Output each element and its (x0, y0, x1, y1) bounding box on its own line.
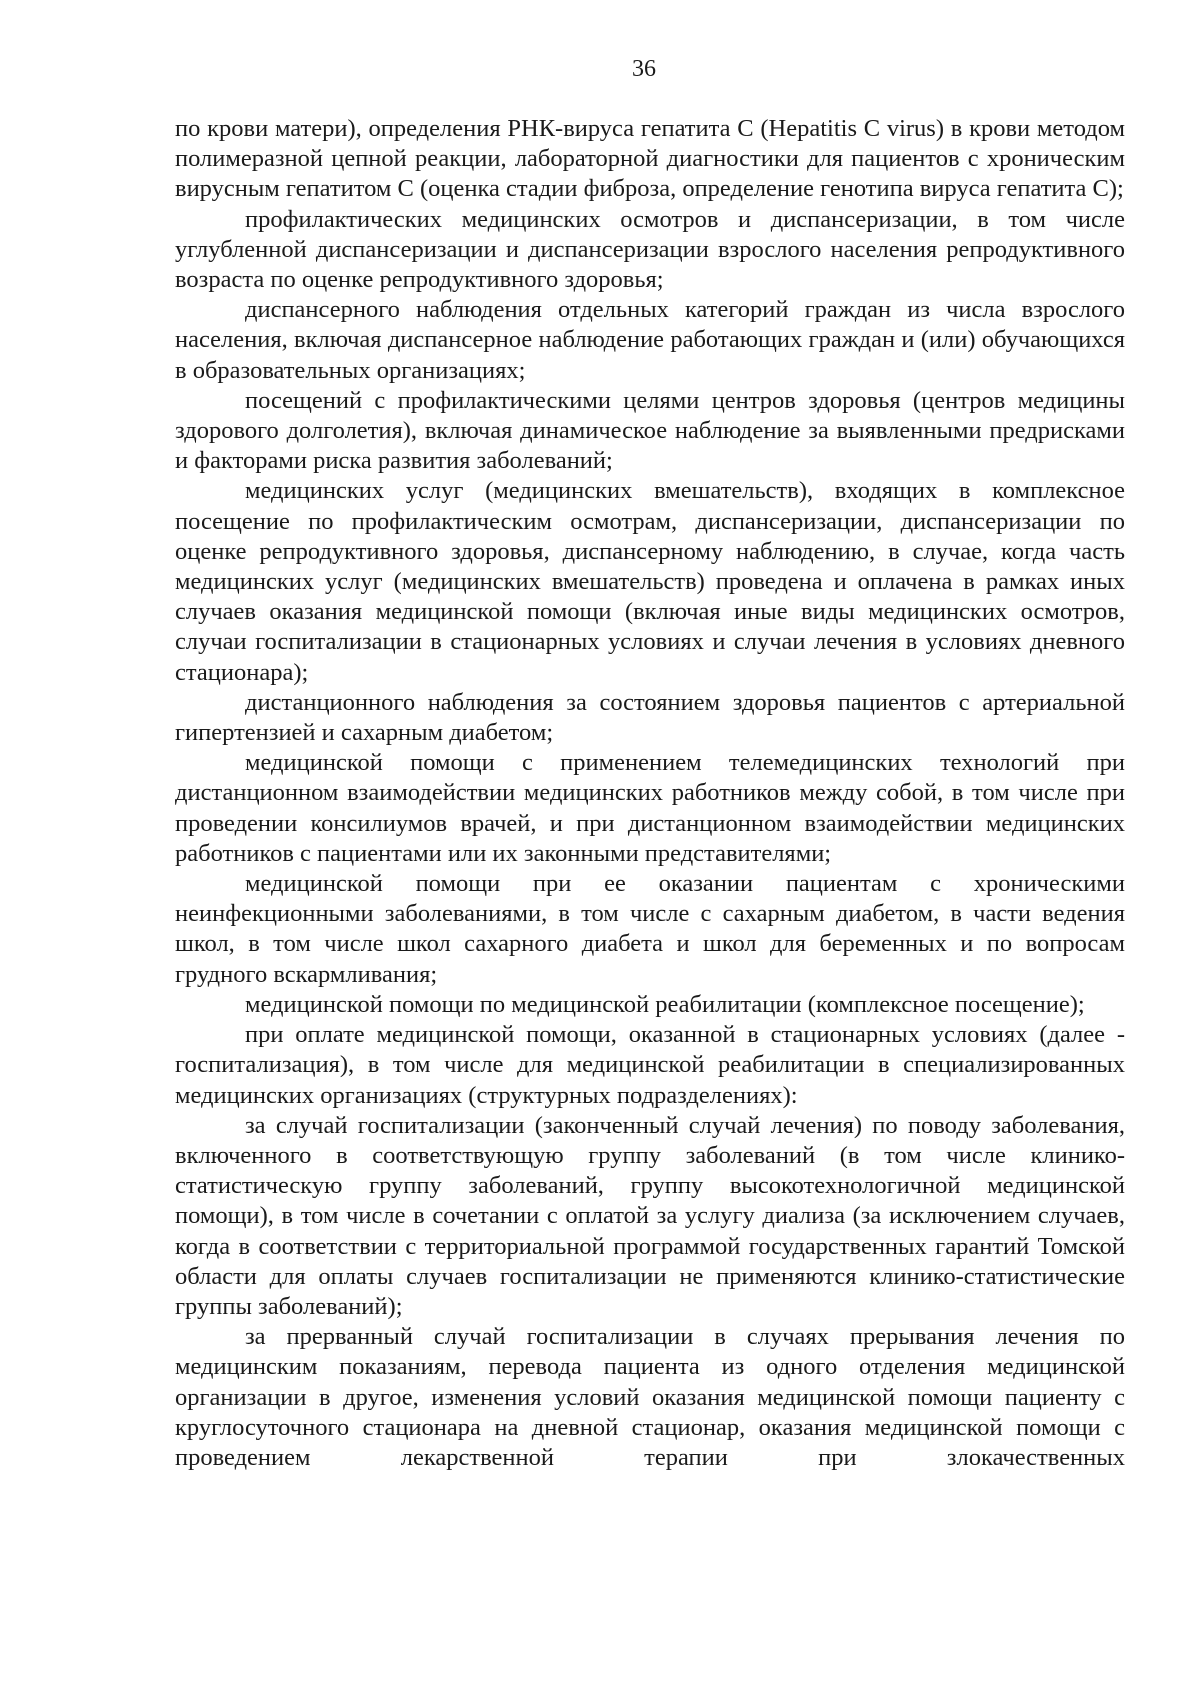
paragraph: медицинской помощи с применением телемедицинских технологий при дистанционном взаимодействии медицинских работников между собой, в том числе при проведении консилиумов врачей, и при дистанционном взаимодействии медицинских работников с пациентами или их законными представителями; (175, 749, 1125, 867)
paragraph: медицинских услуг (медицинских вмешательств), входящих в комплексное посещение по профилактическим осмотрам, диспансеризации, диспансеризации по оценке репродуктивного здоровья, диспансерному наблюдению, в случае, когда часть медицинских услуг (медицинских вмешательств) проведена и оплачена в рамках иных случаев оказания медицинской помощи (включая иные виды медицинских осмотров, случаи госпитализации в стационарных условиях и случаи лечения в условиях дневного стационара); (175, 477, 1125, 686)
paragraph: профилактических медицинских осмотров и диспансеризации, в том числе углубленной диспансеризации и диспансеризации взрослого населения репродуктивного возраста по оценке репродуктивного здоровья; (175, 205, 1125, 294)
paragraph: по крови матери), определения РНК-вируса гепатита С (Hepatitis C virus) в крови методом полимеразной цепной реакции, лабораторной диагностики для пациентов с хроническим вирусным гепатитом С (оценка стадии фиброза, определение генотипа вируса гепатита С); (175, 115, 1125, 203)
paragraph: медицинской помощи при ее оказании пациентам с хроническими неинфекционными заболеваниями, в том числе с сахарным диабетом, в части ведения школ, в том числе школ сахарного диабета и школ для беременных и по вопросам грудного вскармливания; (175, 870, 1125, 988)
paragraph: посещений с профилактическими целями центров здоровья (центров медицины здорового долголетия), включая динамическое наблюдение за выявленными предрисками и факторами риска развития заболеваний; (175, 386, 1125, 475)
paragraph: диспансерного наблюдения отдельных категорий граждан из числа взрослого населения, включая диспансерное наблюдение работающих граждан и (или) обучающихся в образовательных организациях; (175, 296, 1125, 384)
paragraph: дистанционного наблюдения за состоянием здоровья пациентов с артериальной гипертензией и сахарным диабетом; (175, 688, 1125, 747)
page-number: 36 (632, 56, 656, 82)
paragraph: за случай госпитализации (законченный случай лечения) по поводу заболевания, включенного в соответствующую группу заболеваний (в том числе клинико-статистическую группу заболеваний, группу высокотехнологичной медицинской помощи), в том числе в сочетании с оплатой за услугу диализа (за исключением случаев, когда в соответствии с территориальной программой государственных гарантий Томской области для оплаты случаев госпитализации не применяются клинико-статистические группы заболеваний); (175, 1111, 1125, 1320)
paragraph: за прерванный случай госпитализации в случаях прерывания лечения по медицинским показаниям, перевода пациента из одного отделения медицинской организации в другое, изменения условий оказания медицинской помощи пациенту с круглосуточного стационара на дневной стационар, оказания медицинской помощи с проведением лекарственной терапии при злокачественных (175, 1323, 1125, 1471)
document-body (175, 114, 1125, 1473)
paragraph: медицинской помощи по медицинской реабилитации (комплексное посещение); (245, 990, 1085, 1018)
paragraph: при оплате медицинской помощи, оказанной в стационарных условиях (далее - госпитализация), в том числе для медицинской реабилитации в специализированных медицинских организациях (структурных подразделениях): (175, 1021, 1125, 1109)
